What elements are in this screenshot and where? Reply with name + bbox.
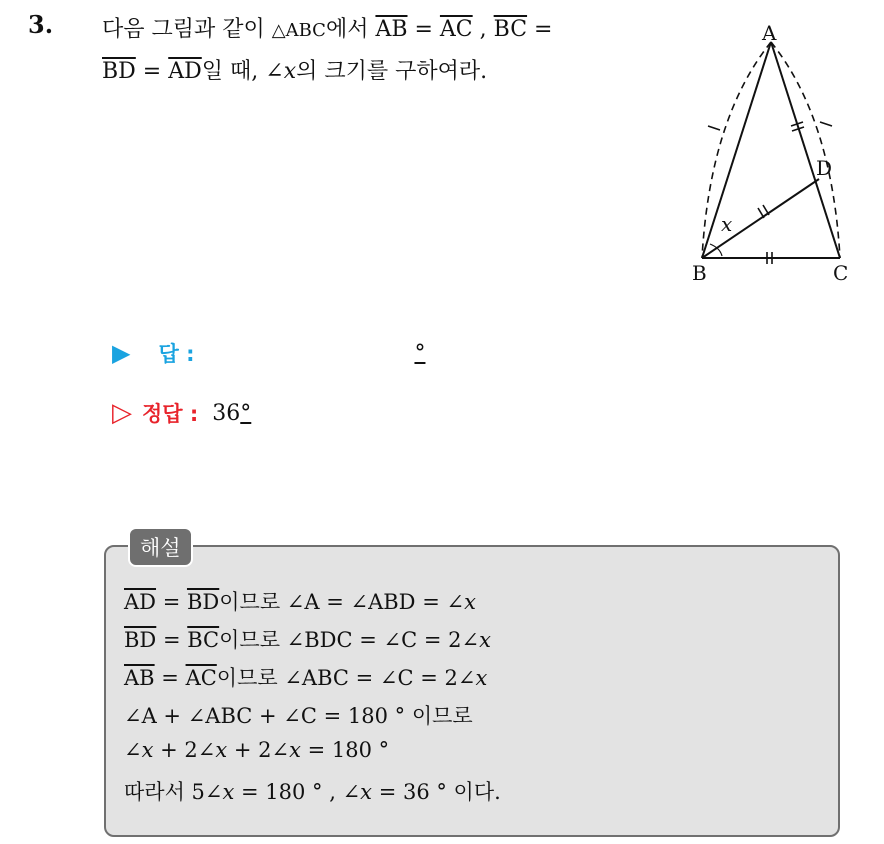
solution-title: 해설 — [128, 527, 193, 567]
tick-bd-1 — [758, 208, 764, 218]
solution-line-4: ∠A + ∠ABC + ∠C = 180 ° 이므로 — [124, 704, 473, 728]
solution-line-2: $\overline{BD} = \overline{BC}$이므로 ∠BDC = ∠C = 2∠x — [124, 628, 491, 652]
solution-line-1: $\overline{AD} = \overline{BD}$이므로 ∠A = ∠ABD = ∠x — [124, 590, 476, 614]
triangle-figure — [680, 18, 860, 290]
correct-marker-icon: ▷ — [112, 398, 132, 428]
label-x: x — [721, 212, 733, 236]
question-line-2: $\overline{BD} = \overline{AD}$일 때, ∠x의 크기를 구하여라. — [102, 59, 488, 84]
solution-line-5: ∠x + 2∠x + 2∠x = 180 ° — [124, 738, 390, 762]
solution-line-6: 따라서 5∠x = 180 ° , ∠x = 36 ° 이다. — [124, 780, 501, 804]
label-b: B — [692, 261, 707, 285]
question-line-1: 다음 그림과 같이 △ABC에서 $\overline{AB} = \overline{AC}$ , $\overline{BC}$ = — [102, 17, 553, 42]
side-ab — [702, 42, 771, 258]
answer-row — [112, 338, 425, 368]
tick-arc-left — [708, 126, 720, 130]
correct-value: 36 — [212, 400, 241, 426]
segment-bd — [702, 179, 819, 258]
solution-line-3: $\overline{AB} = \overline{AC}$이므로 ∠ABC = ∠C = 2∠x — [124, 666, 488, 690]
answer-label: 답 : — [158, 342, 195, 366]
tick-bd-2 — [763, 205, 769, 215]
side-ac — [771, 42, 840, 258]
tick-arc-right — [820, 122, 832, 126]
label-a: A — [762, 21, 777, 45]
label-c: C — [833, 261, 849, 285]
question-number: 3. — [28, 10, 54, 39]
label-d: D — [816, 156, 833, 180]
correct-unit: ° — [240, 400, 252, 426]
answer-marker-icon: ▶ — [112, 339, 131, 367]
answer-blank-unit[interactable]: ° — [414, 340, 426, 366]
correct-label: 정답 : — [142, 402, 199, 426]
correct-answer-row — [112, 398, 251, 428]
